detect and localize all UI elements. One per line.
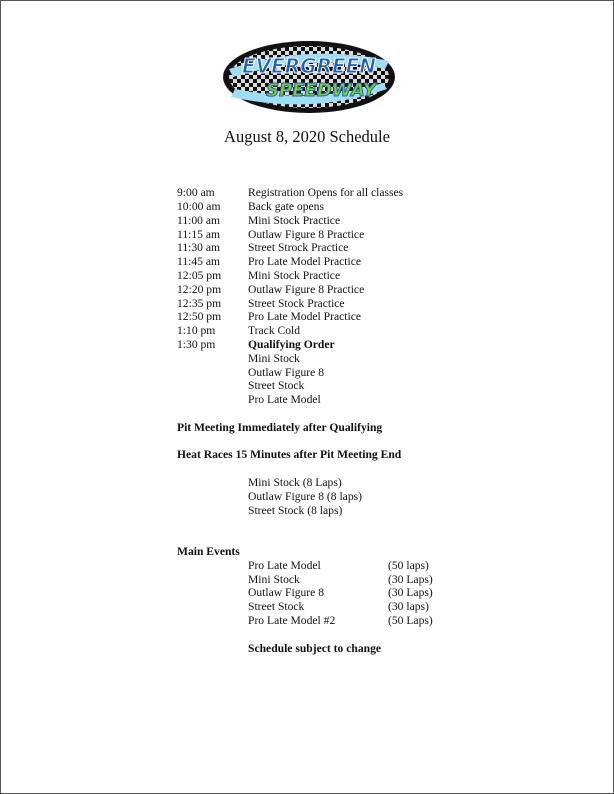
schedule-event: Mini Stock Practice <box>248 214 341 227</box>
pit-meeting-heading: Pit Meeting Immediately after Qualifying <box>177 421 383 434</box>
heat-race: Street Stock (8 laps) <box>248 504 343 517</box>
logo-line-2: SPEEDWAY <box>266 80 376 101</box>
schedule-note: Schedule subject to change <box>248 642 382 655</box>
evergreen-speedway-logo <box>221 39 396 115</box>
heat-race: Mini Stock (8 Laps) <box>248 476 342 489</box>
schedule-event: Outlaw Figure 8 Practice <box>248 228 365 241</box>
schedule-event: Pro Late Model Practice <box>248 310 361 323</box>
schedule-time: 11:45 am <box>177 255 221 268</box>
schedule-time: 11:30 am <box>177 241 221 254</box>
main-event-class: Pro Late Model <box>248 559 321 572</box>
schedule-time: 9:00 am <box>177 186 215 199</box>
schedule-event: Mini Stock Practice <box>248 269 341 282</box>
main-events-heading: Main Events <box>177 545 240 558</box>
qualifying-order-heading: Qualifying Order <box>248 338 335 351</box>
logo-line-1: EVERGREEN <box>241 54 377 78</box>
schedule-time: 12:20 pm <box>177 283 222 296</box>
main-event-laps: (50 Laps) <box>388 614 433 627</box>
schedule-event: Pro Late Model Practice <box>248 255 361 268</box>
heat-races-heading: Heat Races 15 Minutes after Pit Meeting End <box>177 448 402 461</box>
qualifying-class: Street Stock <box>248 379 305 392</box>
main-event-laps: (30 Laps) <box>388 586 433 599</box>
schedule-time: 11:00 am <box>177 214 221 227</box>
schedule-time: 12:50 pm <box>177 310 222 323</box>
schedule-event: Outlaw Figure 8 Practice <box>248 283 365 296</box>
schedule-time: 1:30 pm <box>177 338 216 351</box>
schedule-event: Street Stock Practice <box>248 297 345 310</box>
main-event-class: Mini Stock <box>248 573 300 586</box>
qualifying-class: Outlaw Figure 8 <box>248 366 324 379</box>
heat-race: Outlaw Figure 8 (8 laps) <box>248 490 362 503</box>
main-event-laps: (50 laps) <box>388 559 429 572</box>
main-event-class: Street Stock <box>248 600 305 613</box>
schedule-event: Back gate opens <box>248 200 324 213</box>
schedule-time: 10:00 am <box>177 200 221 213</box>
schedule-time: 12:35 pm <box>177 297 222 310</box>
main-event-laps: (30 Laps) <box>388 573 433 586</box>
qualifying-class: Mini Stock <box>248 352 300 365</box>
schedule-time: 12:05 pm <box>177 269 222 282</box>
schedule-event: Street Strock Practice <box>248 241 349 254</box>
schedule-event: Track Cold <box>248 324 301 337</box>
qualifying-class: Pro Late Model <box>248 393 321 406</box>
schedule-time: 1:10 pm <box>177 324 216 337</box>
main-event-laps: (30 laps) <box>388 600 429 613</box>
main-event-class: Outlaw Figure 8 <box>248 586 324 599</box>
schedule-event: Registration Opens for all classes <box>248 186 404 199</box>
schedule-time: 11:15 am <box>177 228 221 241</box>
main-event-class: Pro Late Model #2 <box>248 614 336 627</box>
page-title: August 8, 2020 Schedule <box>224 127 390 146</box>
